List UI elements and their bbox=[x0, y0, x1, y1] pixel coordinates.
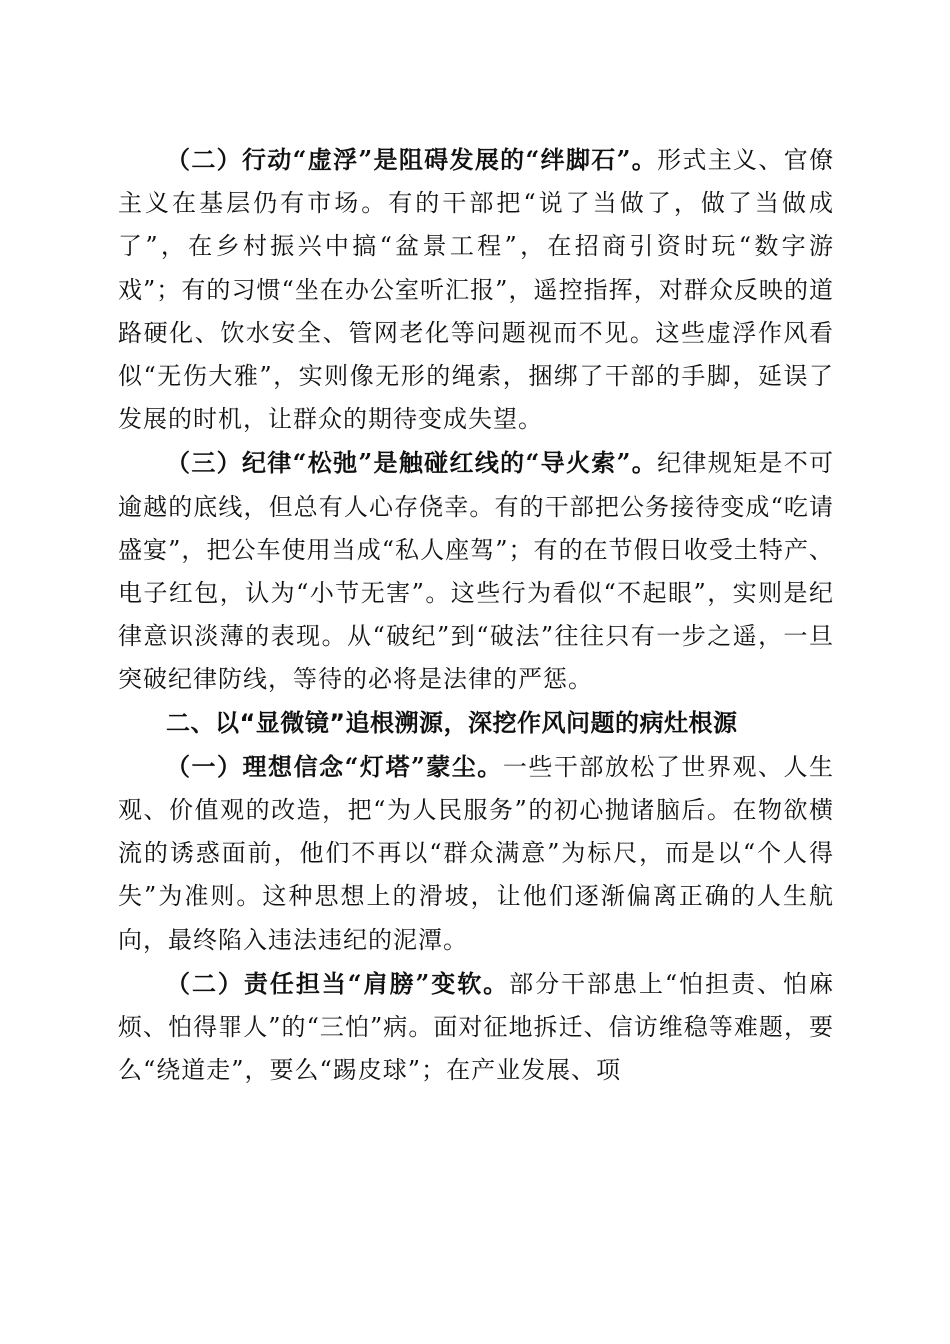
paragraph-body: 纪律规矩是不可逾越的底线，但总有人心存侥幸。有的干部把公务接待变成“吃请盛宴”，把公车使用当成“私人座驾”；有的在节假日收受土特产、电子红包，认为“小节无害”。这些行为看似“不起眼”，实则是纪律意识淡薄的表现。从“破纪”到“破法”往往只有一步之遥，一旦突破纪律防线，等待的必将是法律的严惩。 bbox=[118, 449, 835, 694]
paragraph-lead: （三）纪律“松弛”是触碰红线的“导火索”。 bbox=[166, 448, 658, 478]
paragraph-body: 一些干部放松了世界观、人生观、价值观的改造，把“为人民服务”的初心抛诸脑后。在物欲横流的诱惑面前，他们不再以“群众满意”为标尺，而是以“个人得失”为准则。这种思想上的滑坡，让他们逐渐偏离正确的人生航向，最终陷入违法违纪的泥潭。 bbox=[118, 752, 835, 954]
section-heading: 二、以“显微镜”追根溯源，深挖作风问题的病灶根源 bbox=[166, 708, 738, 737]
paragraph-responsibility-soft bbox=[118, 962, 834, 1093]
paragraph-body: 形式主义、官僚主义在基层仍有市场。有的干部把“说了当做了，做了当做成了”，在乡村振兴中搞“盆景工程”，在招商引资时玩“数字游戏”；有的习惯“坐在办公室听汇报”，遥控指挥，对群众反映的道路硬化、饮水安全、管网老化等问题视而不见。这些虚浮作风看似“无伤大雅”，实则像无形的绳索，捆绑了干部的手脚，延误了发展的时机，让群众的期待变成失望。 bbox=[118, 146, 835, 434]
paragraph-lead: （一）理想信念“灯塔”蒙尘。 bbox=[166, 751, 503, 781]
paragraph-body: 部分干部患上“怕担责、怕麻烦、怕得罪人”的“三怕”病。面对征地拆迁、信访维稳等难题，要么“绕道走”，要么“踢皮球”；在产业发展、项 bbox=[118, 969, 834, 1085]
paragraph-lead: （二）责任担当“肩膀”变软。 bbox=[166, 968, 510, 998]
paragraph-discipline-lax bbox=[118, 441, 834, 701]
paragraph-action-floating bbox=[118, 138, 834, 441]
paragraph-ideals-dimmed bbox=[118, 745, 834, 962]
paragraph-lead: （二）行动“虚浮”是阻碍发展的“绊脚石”。 bbox=[166, 145, 658, 174]
document-page bbox=[118, 138, 834, 1092]
